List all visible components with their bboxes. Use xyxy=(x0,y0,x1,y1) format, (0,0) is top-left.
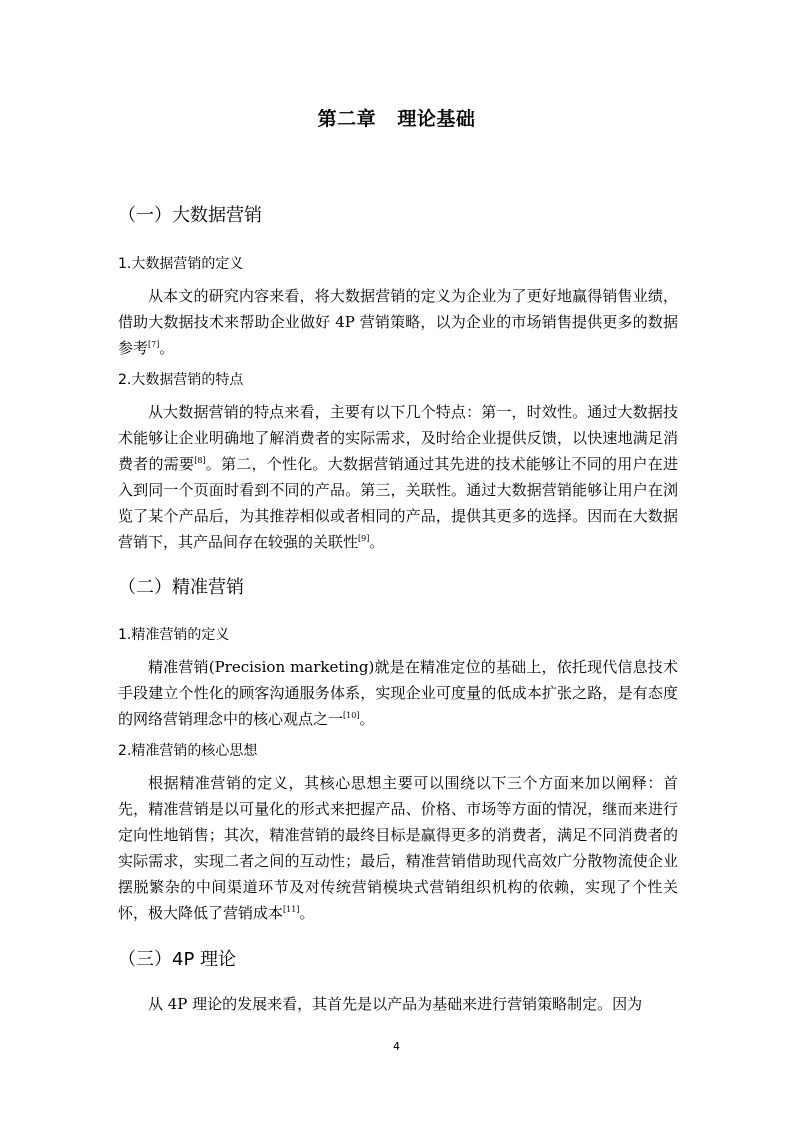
paragraph-core-ideas xyxy=(118,770,678,926)
paragraph-text: 精准营销(Precision marketing)就是在精准定位的基础上，依托现代信息技术手段建立个性化的顾客沟通服务体系，实现企业可度量的低成本扩张之路，是有态度的网络营销理念中的核心观点之一 xyxy=(118,658,678,728)
citation-10: [10] xyxy=(343,711,360,720)
paragraph-tail: 。 xyxy=(159,339,175,357)
subsection-heading-core-ideas: 2.精准营销的核心思想 xyxy=(118,743,258,759)
section-heading-precision-marketing: （二）精准营销 xyxy=(118,577,244,598)
citation-9: [9] xyxy=(358,534,370,543)
paragraph-tail: 。 xyxy=(359,710,375,728)
paragraph-tail: 。 xyxy=(369,533,385,551)
citation-8: [8] xyxy=(194,456,206,465)
paragraph-text: 根据精准营销的定义，其核心思想主要可以围绕以下三个方面来加以阐释：首先，精准营销是以可量化的形式来把握产品、价格、市场等方面的情况，继而来进行定向性地销售；其次，精准营销的最终目标是赢得更多的消费者，满足不同消费者的实际需求，实现二者之间的互动性；最后，精准营销借助现代高效广分散物流使企业摆脱繁杂的中间渠道环节及对传统营销模块式营销组织机构的依赖，实现了个性关怀，极大降低了营销成本 xyxy=(118,774,678,922)
paragraph-text: 从 4P 理论的发展来看，其首先是以产品为基础来进行营销策略制定。因为 xyxy=(148,995,643,1013)
chapter-title: 第二章 理论基础 xyxy=(317,108,476,130)
section-heading-4p-theory: （三）4P 理论 xyxy=(118,949,237,970)
paragraph-text: 从本文的研究内容来看，将大数据营销的定义为企业为了更好地赢得销售业绩，借助大数据技术来帮助企业做好 4P 营销策略，以为企业的市场销售提供更多的数据参考 xyxy=(118,287,678,357)
page-number: 4 xyxy=(393,1040,400,1053)
paragraph-big-data-definition xyxy=(118,283,678,361)
paragraph-precision-definition xyxy=(118,654,678,732)
paragraph-big-data-features xyxy=(118,399,678,555)
section-heading-big-data-marketing: （一）大数据营销 xyxy=(118,205,262,226)
subsection-heading-features: 2.大数据营销的特点 xyxy=(118,372,244,388)
citation-11: [11] xyxy=(283,905,300,914)
paragraph-text-b: 。第二，个性化。大数据营销通过其先进的技术能够让不同的用户在进入到同一个页面时看到不同的产品。第三，关联性。通过大数据营销能够让用户在浏览了某个产品后，为其推荐相似或者相同的产品，提供其更多的选择。因而在大数据营销下，其产品间存在较强的关联性 xyxy=(118,455,678,551)
paragraph-tail: 。 xyxy=(299,904,315,922)
subsection-heading-precision-definition: 1.精准营销的定义 xyxy=(118,627,230,643)
paragraph-4p-theory xyxy=(118,991,678,1017)
citation-7: [7] xyxy=(148,340,160,349)
paragraph-text-a: 从大数据营销的特点来看，主要有以下几个特点：第一，时效性。通过大数据技术能够让企业明确地了解消费者的实际需求，及时给企业提供反馈，以快速地满足消费者的需要 xyxy=(118,403,678,473)
subsection-heading-definition: 1.大数据营销的定义 xyxy=(118,256,244,272)
